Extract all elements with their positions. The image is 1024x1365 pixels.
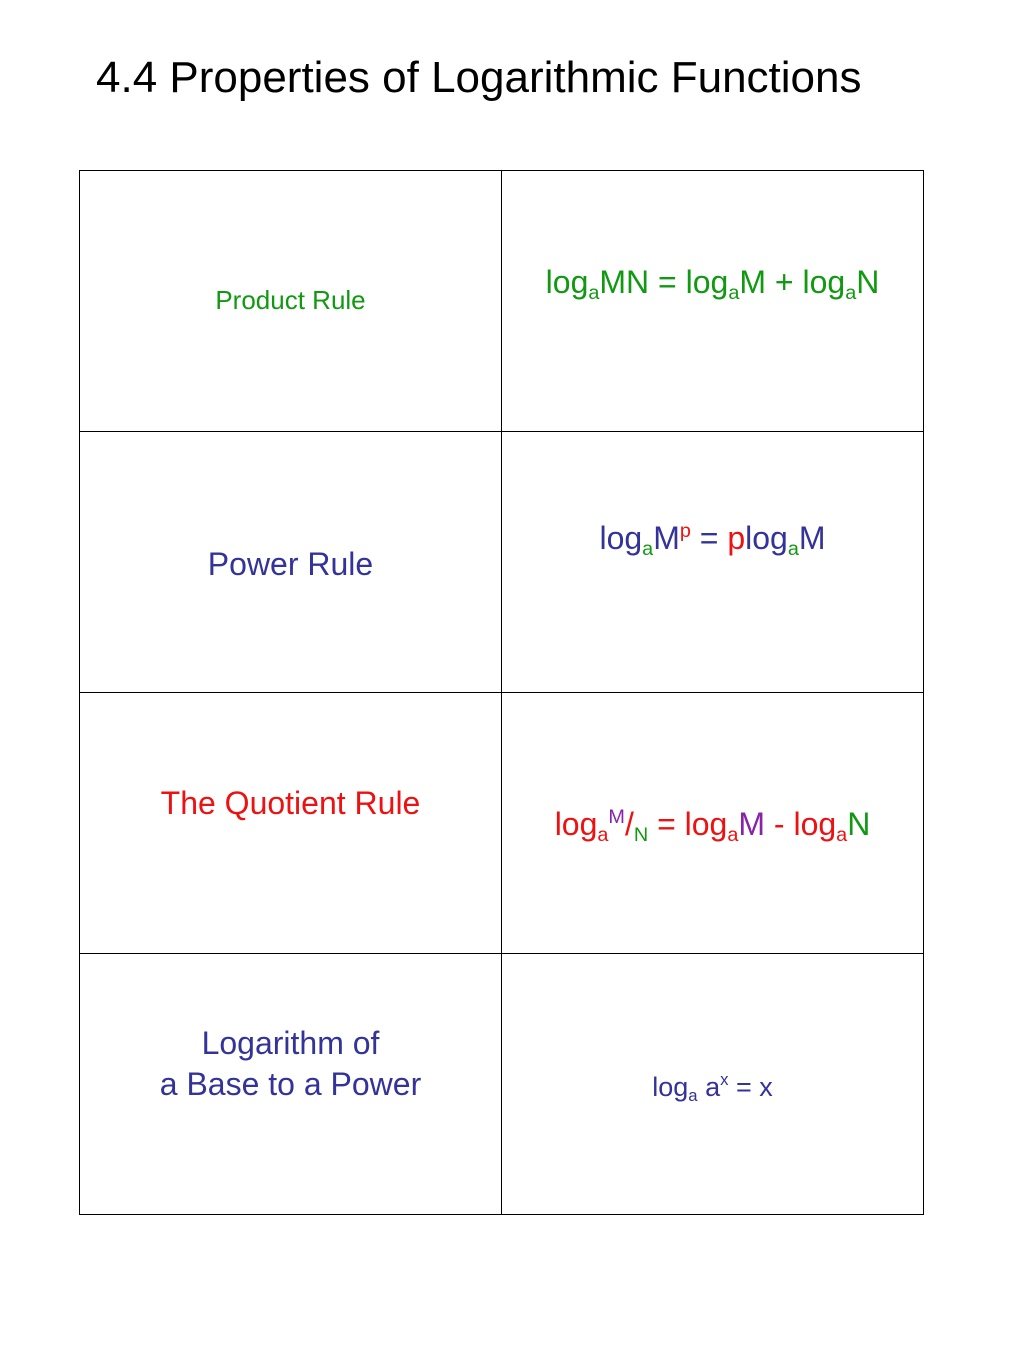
table-row [80, 171, 924, 432]
page-title: 4.4 Properties of Logarithmic Functions [96, 53, 862, 102]
rule-name-cell [80, 171, 502, 432]
rule-name-cell [80, 432, 502, 693]
rule-formula-cell [502, 954, 924, 1215]
rule-name-quotient: The Quotient Rule [160, 784, 421, 821]
rule-formula-cell [502, 693, 924, 954]
product-rule-formula: $\log_aMN = \log_aM + \log_aN$ [545, 263, 880, 304]
quotient-rule-formula: $\log_a^M/_N = \log_aM - \log_aN$ [554, 805, 871, 846]
base-power-formula: $\log_a a^x = x$ [652, 1070, 773, 1105]
rule-formula-cell [502, 432, 924, 693]
table-row [80, 432, 924, 693]
properties-table [79, 170, 924, 1215]
table-row [80, 693, 924, 954]
rule-name-power: Power Rule [207, 545, 374, 582]
rule-name-product: Product Rule [215, 284, 366, 315]
table-row [80, 954, 924, 1215]
rule-formula-cell [502, 171, 924, 432]
rule-name-base-power: Logarithm of a Base to a Power [159, 1025, 422, 1102]
power-rule-formula: $\log_aM^p = plog_aM$ [599, 519, 826, 560]
rule-name-cell [80, 693, 502, 954]
rule-name-cell [80, 954, 502, 1215]
